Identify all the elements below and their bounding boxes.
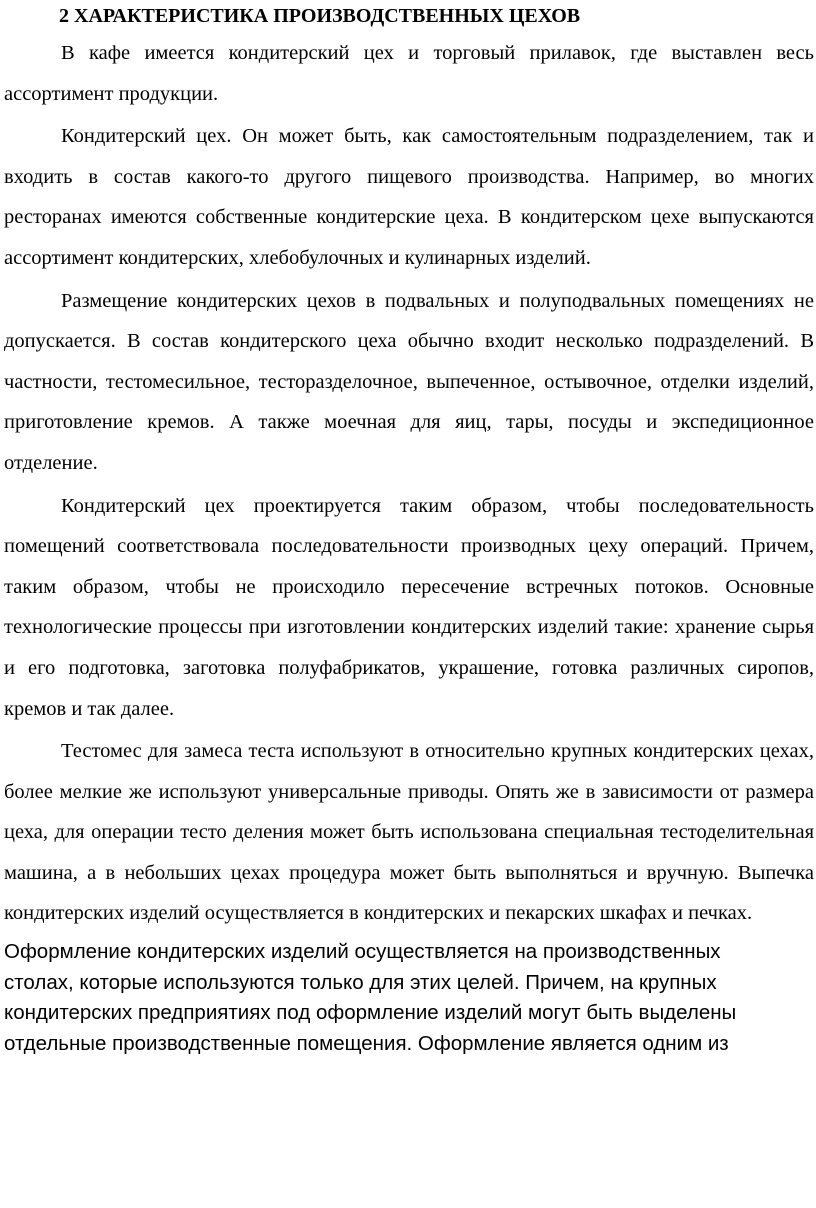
paragraph-confectionery-shop: Кондитерский цех. Он может быть, как самостоятельным подразделением, так и входить в состав какого-то другого пищевого производства. Например, во многих ресторанах имеются собственные кондитерские цеха. В кондитерском цехе выпускаются ассортимент кондитерских, хлебобулочных и кулинарных изделий.	[4, 125, 814, 269]
paragraph-design: Кондитерский цех проектируется таким образом, чтобы последовательность помещений соответствовала последовательности производных цеху операций. Причем, таким образом, чтобы не происходило пересечение встречных потоков. Основные технологические процессы при изготовлении кондитерских изделий такие: хранение сырья и его подготовка, заготовка полуфабрикатов, украшение, готовка различных сиропов, кремов и так далее.	[4, 494, 814, 720]
paragraph-placement: Размещение кондитерских цехов в подвальных и полуподвальных помещениях не допускается. В состав кондитерского цеха обычно входит несколько подразделений. В частности, тестомесильное, тесторазделочное, выпеченное, остывочное, отделки изделий, приготовление кремов. А также моечная для яиц, тары, посуды и экспедиционное отделение.	[4, 289, 814, 474]
paragraph-equipment: Тестомес для замеса теста используют в относительно крупных кондитерских цехах, более мелкие же используют универсальные приводы. Опять же в зависимости от размера цеха, для операции тесто деления может быть использована специальная тестоделительная машина, а в небольших цехах процедура может быть выполняться и вручную. Выпечка кондитерских изделий осуществляется в кондитерских и пекарских шкафах и печках.	[4, 740, 814, 925]
section-heading: 2 ХАРАКТЕРИСТИКА ПРОИЗВОДСТВЕННЫХ ЦЕХОВ	[59, 5, 581, 27]
paragraph-intro: В кафе имеется кондитерский цех и торговый прилавок, где выставлен весь ассортимент продукции.	[4, 42, 814, 105]
paragraph-decoration: Оформление кондитерских изделий осуществляется на производственных столах, которые используются только для этих целей. Причем, на крупных кондитерских предприятиях под оформление изделий могут быть выделены отдельные производственные помещения. Оформление является одним из	[4, 940, 737, 1055]
